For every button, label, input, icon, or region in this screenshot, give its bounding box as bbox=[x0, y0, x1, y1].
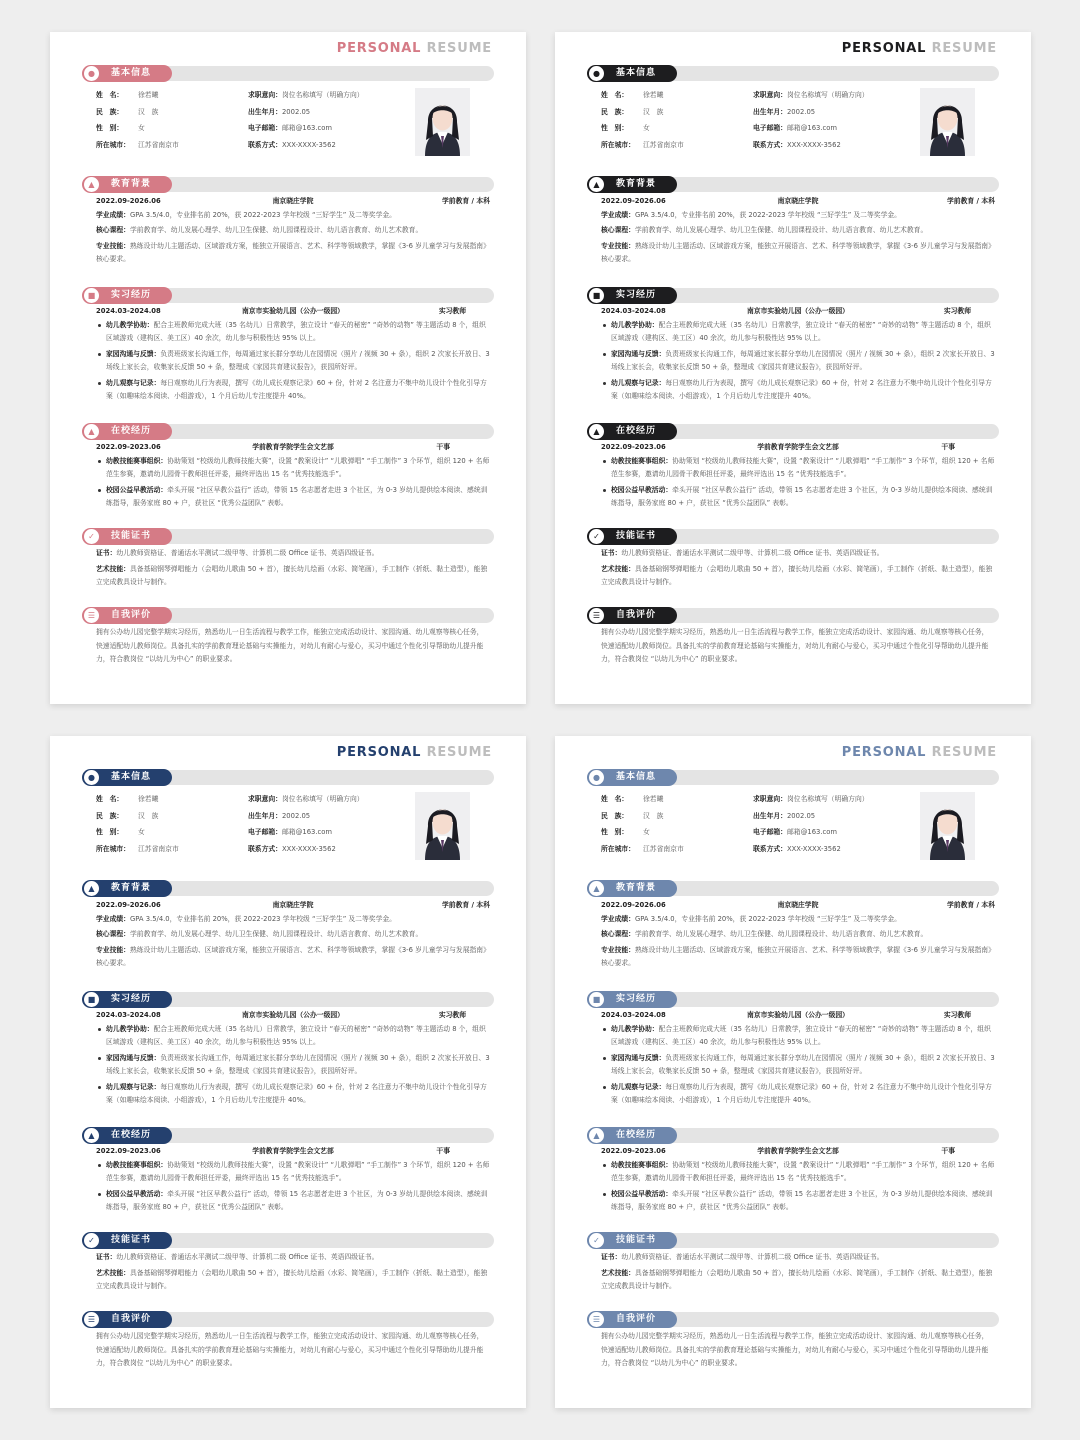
section-title: 教育背景 bbox=[111, 883, 152, 893]
ethnic-value: 汉 族 bbox=[643, 811, 664, 820]
campus-role: 干事 bbox=[436, 1147, 450, 1155]
campus-date: 2022.09-2023.06 bbox=[601, 1147, 666, 1155]
intern-bullet: 家园沟通与反馈：负责班级家长沟通工作，每周通过家长群分享幼儿在园情况（照片 / 视频 30 + 条），组织 2 次家长开放日、3 场线上家长会，收集家长反馈 50 + 条，整理成《家园共育建议报告》，获园所好评。 bbox=[601, 348, 995, 375]
intern-role: 实习教师 bbox=[943, 307, 971, 315]
edu-degree: 学前教育 / 本科 bbox=[947, 197, 995, 205]
phone-value: XXX-XXXX-3562 bbox=[281, 140, 336, 149]
city-value: 江苏省南京市 bbox=[643, 844, 684, 853]
section-title: 技能证书 bbox=[616, 531, 657, 541]
profile-photo bbox=[920, 792, 975, 860]
section-title: 在校经历 bbox=[616, 1130, 657, 1140]
section-bar bbox=[82, 1127, 494, 1144]
edu-line: 专业技能：熟练设计幼儿主题活动、区域游戏方案，能独立开展语言、艺术、科学等领域教学，掌握《3-6 岁儿童学习与发展指南》核心要求。 bbox=[601, 241, 995, 263]
skills-line: 艺术技能：具备基础钢琴弹唱能力（会唱幼儿歌曲 50 + 首），擅长幼儿绘画（水彩、简笔画），手工制作（折纸、黏土造型），能独立完成教具设计与制作。 bbox=[601, 564, 993, 586]
document-icon: ☰ bbox=[84, 1312, 99, 1327]
section-bar bbox=[82, 176, 494, 193]
section-bar bbox=[82, 65, 494, 82]
section-title: 基本信息 bbox=[616, 68, 657, 78]
resume-header bbox=[842, 745, 997, 760]
section-bar bbox=[587, 65, 999, 82]
section-education bbox=[82, 880, 494, 971]
intern-org: 南京市实验幼儿园（公办一级园） bbox=[747, 307, 849, 315]
header-word-resume: RESUME bbox=[426, 745, 492, 760]
section-internship bbox=[587, 287, 999, 404]
header-word-personal: PERSONAL bbox=[841, 41, 927, 56]
self-evaluation-text: 拥有公办幼儿园完整学期实习经历，熟悉幼儿一日生活流程与教学工作，能独立完成活动设计、家园沟通、幼儿观察等核心任务，快速适配幼儿教师岗位。具备扎实的学前教育理论基础与实操能力，对幼儿有耐心与爱心，买习中通过个性化引导帮助幼儿提升能力，符合教岗位 “以幼儿为中心” 的职业要求。 bbox=[96, 628, 484, 663]
section-title: 自我评价 bbox=[111, 1314, 152, 1324]
resume-header bbox=[337, 41, 492, 56]
city-value: 江苏省南京市 bbox=[643, 140, 684, 149]
section-title: 基本信息 bbox=[111, 772, 152, 782]
intent-label: 求职意向： bbox=[248, 91, 282, 99]
intent-value: 岗位名称填写（明确方向） bbox=[786, 91, 869, 99]
campus-org: 学前教育学院学生会文艺部 bbox=[252, 443, 334, 451]
email-value: 邮箱@163.com bbox=[281, 124, 333, 132]
email-value: 邮箱@163.com bbox=[281, 828, 333, 836]
edu-line: 核心课程：学前教育学、幼儿发展心理学、幼儿卫生保健、幼儿园课程设计、幼儿语言教育、幼儿艺术教育。 bbox=[96, 930, 423, 938]
section-title: 教育背景 bbox=[111, 179, 152, 189]
phone-value: XXX-XXXX-3562 bbox=[786, 844, 841, 853]
section-campus bbox=[587, 1127, 999, 1215]
ethnic-label: 民 族： bbox=[96, 811, 124, 820]
campus-date: 2022.09-2023.06 bbox=[96, 443, 161, 451]
person-icon: ● bbox=[589, 66, 604, 81]
email-label: 电子邮箱： bbox=[248, 124, 282, 132]
intern-bullet: 家园沟通与反馈：负责班级家长沟通工作，每周通过家长群分享幼儿在园情况（照片 / 视频 30 + 条），组织 2 次家长开放日、3 场线上家长会，收集家长反馈 50 + 条，整理成《家园共育建议报告》，获园所好评。 bbox=[601, 1052, 995, 1079]
section-skills bbox=[587, 528, 999, 590]
section-bar bbox=[587, 176, 999, 193]
ethnic-label: 民 族： bbox=[96, 107, 124, 116]
name-value: 徐若曦 bbox=[643, 91, 664, 99]
edu-date: 2022.09-2026.06 bbox=[601, 901, 666, 909]
section-bar bbox=[587, 1127, 999, 1144]
edu-line: 学业成绩：GPA 3.5/4.0，专业排名前 20%，获 2022-2023 学年校级 “三好学生” 及二等奖学金。 bbox=[601, 210, 901, 219]
profile-photo bbox=[920, 88, 975, 156]
section-title: 实习经历 bbox=[111, 290, 152, 300]
city-label: 所在城市： bbox=[96, 844, 130, 853]
edu-degree: 学前教育 / 本科 bbox=[442, 901, 490, 909]
intern-date: 2024.03-2024.08 bbox=[96, 307, 161, 315]
graduation-cap-icon: ▲ bbox=[589, 881, 604, 896]
intern-bullet: 幼儿教学协助：配合主班教师完成大班（35 名幼儿）日常教学，独立设计 “春天的秘密” “奇妙的动物” 等主题活动 8 个，组织区域游戏（建构区、美工区）40 余次，幼儿参与积极性达 95% 以上。 bbox=[96, 1023, 490, 1050]
section-title: 教育背景 bbox=[616, 179, 657, 189]
birth-value: 2002.05 bbox=[281, 107, 311, 116]
section-title: 自我评价 bbox=[616, 610, 657, 620]
intern-bullet: 幼儿教学协助：配合主班教师完成大班（35 名幼儿）日常教学，独立设计 “春天的秘密” “奇妙的动物” 等主题活动 8 个，组织区域游戏（建构区、美工区）40 余次，幼儿参与积极性达 95% 以上。 bbox=[96, 319, 490, 346]
document-icon: ☰ bbox=[589, 608, 604, 623]
section-campus bbox=[82, 1127, 494, 1215]
phone-label: 联系方式： bbox=[248, 140, 282, 149]
self-evaluation-text: 拥有公办幼儿园完整学期实习经历，熟悉幼儿一日生活流程与教学工作，能独立完成活动设计、家园沟通、幼儿观察等核心任务，快速适配幼儿教师岗位。具备扎实的学前教育理论基础与实操能力，对幼儿有耐心与爱心，买习中通过个性化引导帮助幼儿提升能力，符合教岗位 “以幼儿为中心” 的职业要求。 bbox=[601, 628, 989, 663]
phone-label: 联系方式： bbox=[753, 844, 787, 853]
edu-line: 学业成绩：GPA 3.5/4.0，专业排名前 20%，获 2022-2023 学年校级 “三好学生” 及二等奖学金。 bbox=[96, 914, 396, 923]
intern-bullet: 幼儿观察与记录：每日观察幼儿行为表现，撰写《幼儿成长观察记录》60 + 份，针对 2 名注意力不集中幼儿设计个性化引导方案（如趣味绘本阅读、小组游戏），1 个月后幼儿专注度提升 40%。 bbox=[96, 377, 490, 404]
campus-bullet: 幼教技能赛事组织：协助策划 “校级幼儿教师技能大赛”，设置 “教案设计” “儿歌弹唱” “手工制作” 3 个环节，组织 120 + 名师范生参赛，邀请幼儿园骨干教师担任评委，最终评选出 15 名 “优秀技能选手”。 bbox=[601, 1159, 995, 1186]
campus-bullet: 校园公益早教活动：牵头开展 “社区早教公益行” 活动，带领 15 名志愿者走进 3 个社区，为 0-3 岁幼儿提供绘本阅读、感统训练指导，服务家庭 80 + 户，获社区 “优秀公益团队” 表彰。 bbox=[96, 1188, 490, 1215]
intern-role: 实习教师 bbox=[438, 1011, 466, 1019]
campus-bullet: 校园公益早教活动：牵头开展 “社区早教公益行” 活动，带领 15 名志愿者走进 3 个社区，为 0-3 岁幼儿提供绘本阅读、感统训练指导，服务家庭 80 + 户，获社区 “优秀公益团队” 表彰。 bbox=[601, 1188, 995, 1215]
section-bar bbox=[587, 1311, 999, 1328]
section-bar bbox=[82, 991, 494, 1008]
graduation-cap-icon: ▲ bbox=[589, 177, 604, 192]
intern-bullet: 幼儿教学协助：配合主班教师完成大班（35 名幼儿）日常教学，独立设计 “春天的秘密” “奇妙的动物” 等主题活动 8 个，组织区域游戏（建构区、美工区）40 余次，幼儿参与积极性达 95% 以上。 bbox=[601, 319, 995, 346]
briefcase-icon: ■ bbox=[589, 288, 604, 303]
section-self-evaluation bbox=[587, 1311, 999, 1371]
edu-school: 南京晓庄学院 bbox=[777, 197, 819, 205]
section-basic-info bbox=[587, 769, 999, 864]
intent-label: 求职意向： bbox=[753, 795, 787, 803]
section-bar bbox=[82, 607, 494, 624]
resume-sheet-steel-blue bbox=[555, 736, 1031, 1408]
city-value: 江苏省南京市 bbox=[138, 140, 179, 149]
intent-value: 岗位名称填写（明确方向） bbox=[281, 795, 364, 803]
skills-line: 证书：幼儿教师资格证、普通话水平测试二级甲等、计算机二级 Office 证书、英语四级证书。 bbox=[601, 1253, 884, 1261]
section-bar bbox=[82, 1232, 494, 1249]
document-icon: ☰ bbox=[589, 1312, 604, 1327]
section-education bbox=[82, 176, 494, 267]
birth-value: 2002.05 bbox=[786, 811, 816, 820]
section-education bbox=[587, 880, 999, 971]
graduation-cap-icon: ▲ bbox=[84, 881, 99, 896]
section-bar bbox=[82, 423, 494, 440]
gender-label: 性 别： bbox=[96, 828, 124, 836]
section-basic-info bbox=[82, 769, 494, 864]
section-bar bbox=[82, 880, 494, 897]
campus-org: 学前教育学院学生会文艺部 bbox=[757, 1147, 839, 1155]
name-value: 徐若曦 bbox=[643, 795, 664, 803]
birth-label: 出生年月： bbox=[248, 811, 282, 820]
email-value: 邮箱@163.com bbox=[786, 828, 838, 836]
ethnic-value: 汉 族 bbox=[643, 107, 664, 116]
city-value: 江苏省南京市 bbox=[138, 844, 179, 853]
intern-org: 南京市实验幼儿园（公办一级园） bbox=[242, 1011, 344, 1019]
person-icon: ● bbox=[84, 770, 99, 785]
school-icon: ▲ bbox=[84, 1128, 99, 1143]
section-bar bbox=[82, 769, 494, 786]
resume-sheet-pink bbox=[50, 32, 526, 704]
section-bar bbox=[587, 287, 999, 304]
intern-bullet: 幼儿教学协助：配合主班教师完成大班（35 名幼儿）日常教学，独立设计 “春天的秘密” “奇妙的动物” 等主题活动 8 个，组织区域游戏（建构区、美工区）40 余次，幼儿参与积极性达 95% 以上。 bbox=[601, 1023, 995, 1050]
intern-bullet: 幼儿观察与记录：每日观察幼儿行为表现，撰写《幼儿成长观察记录》60 + 份，针对 2 名注意力不集中幼儿设计个性化引导方案（如趣味绘本阅读、小组游戏），1 个月后幼儿专注度提升 40%。 bbox=[601, 1081, 995, 1108]
edu-date: 2022.09-2026.06 bbox=[96, 197, 161, 205]
skills-line: 证书：幼儿教师资格证、普通话水平测试二级甲等、计算机二级 Office 证书、英语四级证书。 bbox=[601, 549, 884, 557]
section-internship bbox=[587, 991, 999, 1108]
school-icon: ▲ bbox=[84, 424, 99, 439]
section-title: 技能证书 bbox=[111, 531, 152, 541]
name-label: 姓 名： bbox=[96, 91, 124, 99]
section-bar bbox=[82, 528, 494, 545]
section-title: 在校经历 bbox=[111, 1130, 152, 1140]
section-self-evaluation bbox=[82, 1311, 494, 1371]
gender-value: 女 bbox=[643, 124, 650, 132]
edu-date: 2022.09-2026.06 bbox=[601, 197, 666, 205]
section-title: 实习经历 bbox=[111, 994, 152, 1004]
campus-org: 学前教育学院学生会文艺部 bbox=[757, 443, 839, 451]
section-basic-info bbox=[82, 65, 494, 160]
name-label: 姓 名： bbox=[601, 795, 629, 803]
name-label: 姓 名： bbox=[601, 91, 629, 99]
intent-value: 岗位名称填写（明确方向） bbox=[281, 91, 364, 99]
edu-line: 专业技能：熟练设计幼儿主题活动、区域游戏方案，能独立开展语言、艺术、科学等领域教学，掌握《3-6 岁儿童学习与发展指南》核心要求。 bbox=[96, 945, 490, 967]
section-self-evaluation bbox=[82, 607, 494, 667]
self-evaluation-text: 拥有公办幼儿园完整学期实习经历，熟悉幼儿一日生活流程与教学工作，能独立完成活动设计、家园沟通、幼儿观察等核心任务，快速适配幼儿教师岗位。具备扎实的学前教育理论基础与实操能力，对幼儿有耐心与爱心，买习中通过个性化引导帮助幼儿提升能力，符合教岗位 “以幼儿为中心” 的职业要求。 bbox=[96, 1332, 484, 1367]
edu-line: 核心课程：学前教育学、幼儿发展心理学、幼儿卫生保健、幼儿园课程设计、幼儿语言教育、幼儿艺术教育。 bbox=[96, 226, 423, 234]
resume-sheet-navy bbox=[50, 736, 526, 1408]
city-label: 所在城市： bbox=[601, 140, 635, 149]
profile-photo bbox=[415, 88, 470, 156]
header-word-resume: RESUME bbox=[426, 41, 492, 56]
header-word-resume: RESUME bbox=[931, 745, 997, 760]
edu-line: 专业技能：熟练设计幼儿主题活动、区域游戏方案，能独立开展语言、艺术、科学等领域教学，掌握《3-6 岁儿童学习与发展指南》核心要求。 bbox=[96, 241, 490, 263]
city-label: 所在城市： bbox=[601, 844, 635, 853]
email-value: 邮箱@163.com bbox=[786, 124, 838, 132]
section-bar bbox=[587, 880, 999, 897]
edu-date: 2022.09-2026.06 bbox=[96, 901, 161, 909]
birth-value: 2002.05 bbox=[281, 811, 311, 820]
gender-value: 女 bbox=[138, 828, 145, 836]
edu-line: 核心课程：学前教育学、幼儿发展心理学、幼儿卫生保健、幼儿园课程设计、幼儿语言教育、幼儿艺术教育。 bbox=[601, 930, 928, 938]
birth-label: 出生年月： bbox=[753, 811, 787, 820]
intern-bullet: 家园沟通与反馈：负责班级家长沟通工作，每周通过家长群分享幼儿在园情况（照片 / 视频 30 + 条），组织 2 次家长开放日、3 场线上家长会，收集家长反馈 50 + 条，整理成《家园共育建议报告》，获园所好评。 bbox=[96, 1052, 490, 1079]
section-bar bbox=[587, 1232, 999, 1249]
section-title: 技能证书 bbox=[616, 1235, 657, 1245]
campus-date: 2022.09-2023.06 bbox=[601, 443, 666, 451]
briefcase-icon: ■ bbox=[84, 992, 99, 1007]
section-title: 实习经历 bbox=[616, 994, 657, 1004]
header-word-resume: RESUME bbox=[931, 41, 997, 56]
intern-bullet: 幼儿观察与记录：每日观察幼儿行为表现，撰写《幼儿成长观察记录》60 + 份，针对 2 名注意力不集中幼儿设计个性化引导方案（如趣味绘本阅读、小组游戏），1 个月后幼儿专注度提升 40%。 bbox=[96, 1081, 490, 1108]
campus-role: 干事 bbox=[941, 443, 955, 451]
certificate-icon: ✓ bbox=[589, 1233, 604, 1248]
certificate-icon: ✓ bbox=[84, 1233, 99, 1248]
campus-org: 学前教育学院学生会文艺部 bbox=[252, 1147, 334, 1155]
section-internship bbox=[82, 991, 494, 1108]
ethnic-label: 民 族： bbox=[601, 811, 629, 820]
section-internship bbox=[82, 287, 494, 404]
campus-role: 干事 bbox=[941, 1147, 955, 1155]
phone-value: XXX-XXXX-3562 bbox=[786, 140, 841, 149]
name-value: 徐若曦 bbox=[138, 91, 159, 99]
campus-bullet: 校园公益早教活动：牵头开展 “社区早教公益行” 活动，带领 15 名志愿者走进 3 个社区，为 0-3 岁幼儿提供绘本阅读、感统训练指导，服务家庭 80 + 户，获社区 “优秀公益团队” 表彰。 bbox=[601, 484, 995, 511]
intern-role: 实习教师 bbox=[943, 1011, 971, 1019]
section-title: 在校经历 bbox=[616, 426, 657, 436]
section-bar bbox=[82, 287, 494, 304]
section-bar bbox=[587, 769, 999, 786]
email-label: 电子邮箱： bbox=[753, 124, 787, 132]
section-basic-info bbox=[587, 65, 999, 160]
section-skills bbox=[587, 1232, 999, 1294]
header-word-personal: PERSONAL bbox=[336, 41, 422, 56]
phone-label: 联系方式： bbox=[248, 844, 282, 853]
campus-bullet: 幼教技能赛事组织：协助策划 “校级幼儿教师技能大赛”，设置 “教案设计” “儿歌弹唱” “手工制作” 3 个环节，组织 120 + 名师范生参赛，邀请幼儿园骨干教师担任评委，最终评选出 15 名 “优秀技能选手”。 bbox=[96, 1159, 490, 1186]
gender-value: 女 bbox=[138, 124, 145, 132]
briefcase-icon: ■ bbox=[589, 992, 604, 1007]
intent-label: 求职意向： bbox=[753, 91, 787, 99]
campus-bullet: 幼教技能赛事组织：协助策划 “校级幼儿教师技能大赛”，设置 “教案设计” “儿歌弹唱” “手工制作” 3 个环节，组织 120 + 名师范生参赛，邀请幼儿园骨干教师担任评委，最终评选出 15 名 “优秀技能选手”。 bbox=[601, 455, 995, 482]
section-title: 基本信息 bbox=[111, 68, 152, 78]
certificate-icon: ✓ bbox=[84, 529, 99, 544]
section-title: 教育背景 bbox=[616, 883, 657, 893]
edu-degree: 学前教育 / 本科 bbox=[947, 901, 995, 909]
edu-line: 核心课程：学前教育学、幼儿发展心理学、幼儿卫生保健、幼儿园课程设计、幼儿语言教育、幼儿艺术教育。 bbox=[601, 226, 928, 234]
intent-label: 求职意向： bbox=[248, 795, 282, 803]
section-title: 自我评价 bbox=[111, 610, 152, 620]
gender-label: 性 别： bbox=[601, 828, 629, 836]
section-campus bbox=[587, 423, 999, 511]
section-title: 自我评价 bbox=[616, 1314, 657, 1324]
intern-org: 南京市实验幼儿园（公办一级园） bbox=[242, 307, 344, 315]
section-bar bbox=[587, 607, 999, 624]
ethnic-label: 民 族： bbox=[601, 107, 629, 116]
header-word-personal: PERSONAL bbox=[336, 745, 422, 760]
section-skills bbox=[82, 1232, 494, 1294]
campus-role: 干事 bbox=[436, 443, 450, 451]
edu-degree: 学前教育 / 本科 bbox=[442, 197, 490, 205]
intern-date: 2024.03-2024.08 bbox=[601, 307, 666, 315]
school-icon: ▲ bbox=[589, 1128, 604, 1143]
intern-date: 2024.03-2024.08 bbox=[601, 1011, 666, 1019]
edu-line: 学业成绩：GPA 3.5/4.0，专业排名前 20%，获 2022-2023 学年校级 “三好学生” 及二等奖学金。 bbox=[601, 914, 901, 923]
section-title: 技能证书 bbox=[111, 1235, 152, 1245]
intent-value: 岗位名称填写（明确方向） bbox=[786, 795, 869, 803]
email-label: 电子邮箱： bbox=[753, 828, 787, 836]
intern-date: 2024.03-2024.08 bbox=[96, 1011, 161, 1019]
section-title: 实习经历 bbox=[616, 290, 657, 300]
birth-label: 出生年月： bbox=[248, 107, 282, 116]
edu-line: 学业成绩：GPA 3.5/4.0，专业排名前 20%，获 2022-2023 学年校级 “三好学生” 及二等奖学金。 bbox=[96, 210, 396, 219]
section-campus bbox=[82, 423, 494, 511]
intern-org: 南京市实验幼儿园（公办一级园） bbox=[747, 1011, 849, 1019]
intern-bullet: 幼儿观察与记录：每日观察幼儿行为表现，撰写《幼儿成长观察记录》60 + 份，针对 2 名注意力不集中幼儿设计个性化引导方案（如趣味绘本阅读、小组游戏），1 个月后幼儿专注度提升 40%。 bbox=[601, 377, 995, 404]
intern-bullet: 家园沟通与反馈：负责班级家长沟通工作，每周通过家长群分享幼儿在园情况（照片 / 视频 30 + 条），组织 2 次家长开放日、3 场线上家长会，收集家长反馈 50 + 条，整理成《家园共育建议报告》，获园所好评。 bbox=[96, 348, 490, 375]
profile-photo bbox=[415, 792, 470, 860]
self-evaluation-text: 拥有公办幼儿园完整学期实习经历，熟悉幼儿一日生活流程与教学工作，能独立完成活动设计、家园沟通、幼儿观察等核心任务，快速适配幼儿教师岗位。具备扎实的学前教育理论基础与实操能力，对幼儿有耐心与爱心，买习中通过个性化引导帮助幼儿提升能力，符合教岗位 “以幼儿为中心” 的职业要求。 bbox=[601, 1332, 989, 1367]
resume-header bbox=[842, 41, 997, 56]
edu-line: 专业技能：熟练设计幼儿主题活动、区域游戏方案，能独立开展语言、艺术、科学等领域教学，掌握《3-6 岁儿童学习与发展指南》核心要求。 bbox=[601, 945, 995, 967]
header-word-personal: PERSONAL bbox=[841, 745, 927, 760]
name-value: 徐若曦 bbox=[138, 795, 159, 803]
skills-line: 艺术技能：具备基础钢琴弹唱能力（会唱幼儿歌曲 50 + 首），擅长幼儿绘画（水彩、简笔画），手工制作（折纸、黏土造型），能独立完成教具设计与制作。 bbox=[601, 1268, 993, 1290]
city-label: 所在城市： bbox=[96, 140, 130, 149]
campus-bullet: 幼教技能赛事组织：协助策划 “校级幼儿教师技能大赛”，设置 “教案设计” “儿歌弹唱” “手工制作” 3 个环节，组织 120 + 名师范生参赛，邀请幼儿园骨干教师担任评委，最终评选出 15 名 “优秀技能选手”。 bbox=[96, 455, 490, 482]
section-title: 在校经历 bbox=[111, 426, 152, 436]
person-icon: ● bbox=[84, 66, 99, 81]
ethnic-value: 汉 族 bbox=[138, 107, 159, 116]
name-label: 姓 名： bbox=[96, 795, 124, 803]
email-label: 电子邮箱： bbox=[248, 828, 282, 836]
certificate-icon: ✓ bbox=[589, 529, 604, 544]
section-skills bbox=[82, 528, 494, 590]
birth-label: 出生年月： bbox=[753, 107, 787, 116]
phone-label: 联系方式： bbox=[753, 140, 787, 149]
graduation-cap-icon: ▲ bbox=[84, 177, 99, 192]
skills-line: 艺术技能：具备基础钢琴弹唱能力（会唱幼儿歌曲 50 + 首），擅长幼儿绘画（水彩、简笔画），手工制作（折纸、黏土造型），能独立完成教具设计与制作。 bbox=[96, 564, 488, 586]
section-bar bbox=[587, 528, 999, 545]
skills-line: 证书：幼儿教师资格证、普通话水平测试二级甲等、计算机二级 Office 证书、英语四级证书。 bbox=[96, 549, 379, 557]
document-icon: ☰ bbox=[84, 608, 99, 623]
edu-school: 南京晓庄学院 bbox=[272, 197, 314, 205]
section-education bbox=[587, 176, 999, 267]
campus-date: 2022.09-2023.06 bbox=[96, 1147, 161, 1155]
gender-value: 女 bbox=[643, 828, 650, 836]
school-icon: ▲ bbox=[589, 424, 604, 439]
edu-school: 南京晓庄学院 bbox=[777, 901, 819, 909]
resume-sheet-black bbox=[555, 32, 1031, 704]
campus-bullet: 校园公益早教活动：牵头开展 “社区早教公益行” 活动，带领 15 名志愿者走进 3 个社区，为 0-3 岁幼儿提供绘本阅读、感统训练指导，服务家庭 80 + 户，获社区 “优秀公益团队” 表彰。 bbox=[96, 484, 490, 511]
section-bar bbox=[82, 1311, 494, 1328]
resume-header bbox=[337, 745, 492, 760]
phone-value: XXX-XXXX-3562 bbox=[281, 844, 336, 853]
gender-label: 性 别： bbox=[96, 124, 124, 132]
briefcase-icon: ■ bbox=[84, 288, 99, 303]
skills-line: 艺术技能：具备基础钢琴弹唱能力（会唱幼儿歌曲 50 + 首），擅长幼儿绘画（水彩、简笔画），手工制作（折纸、黏土造型），能独立完成教具设计与制作。 bbox=[96, 1268, 488, 1290]
section-self-evaluation bbox=[587, 607, 999, 667]
gender-label: 性 别： bbox=[601, 124, 629, 132]
ethnic-value: 汉 族 bbox=[138, 811, 159, 820]
edu-school: 南京晓庄学院 bbox=[272, 901, 314, 909]
intern-role: 实习教师 bbox=[438, 307, 466, 315]
section-bar bbox=[587, 991, 999, 1008]
person-icon: ● bbox=[589, 770, 604, 785]
section-bar bbox=[587, 423, 999, 440]
section-title: 基本信息 bbox=[616, 772, 657, 782]
skills-line: 证书：幼儿教师资格证、普通话水平测试二级甲等、计算机二级 Office 证书、英语四级证书。 bbox=[96, 1253, 379, 1261]
birth-value: 2002.05 bbox=[786, 107, 816, 116]
